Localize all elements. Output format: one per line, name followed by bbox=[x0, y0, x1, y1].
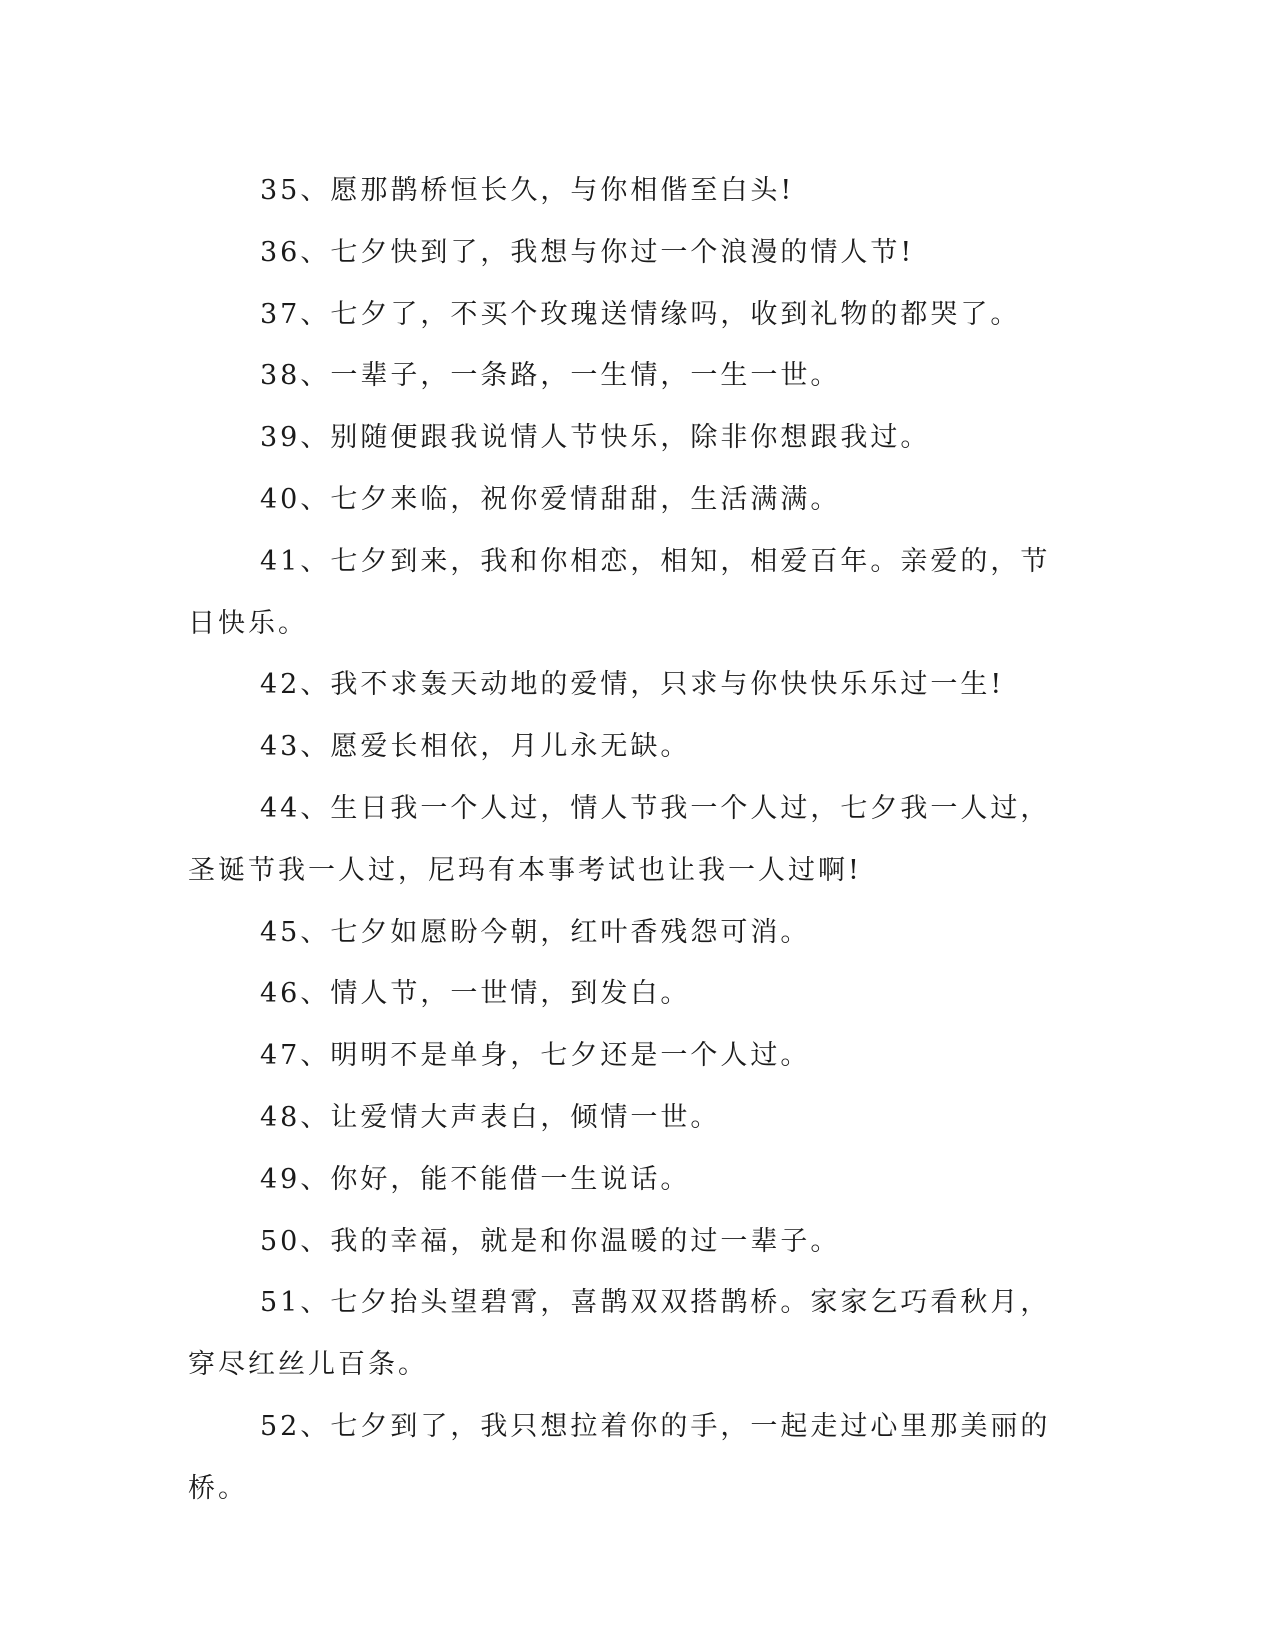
paragraph-36: 36、七夕快到了，我想与你过一个浪漫的情人节! bbox=[260, 236, 915, 268]
paragraph-51: 51、七夕抬头望碧霄，喜鹊双双搭鹊桥。家家乞巧看秋月，穿尽红丝儿百条。 bbox=[188, 1287, 1051, 1381]
paragraph-48: 48、让爱情大声表白，倾情一世。 bbox=[260, 1101, 721, 1133]
paragraph-39: 39、别随便跟我说情人节快乐，除非你想跟我过。 bbox=[260, 422, 931, 454]
paragraph-38: 38、一辈子，一条路，一生情，一生一世。 bbox=[260, 360, 841, 392]
paragraph-49: 49、你好，能不能借一生说话。 bbox=[260, 1163, 691, 1195]
paragraph-46: 46、情人节，一世情，到发白。 bbox=[260, 978, 691, 1010]
paragraph-45: 45、七夕如愿盼今朝，红叶香残怨可消。 bbox=[260, 916, 811, 948]
paragraph-40: 40、七夕来临，祝你爱情甜甜，生活满满。 bbox=[260, 483, 841, 515]
paragraph-44: 44、生日我一个人过，情人节我一个人过，七夕我一人过，圣诞节我一人过，尼玛有本事考试也让我一人过啊! bbox=[188, 792, 1051, 886]
paragraph-41: 41、七夕到来，我和你相恋，相知，相爱百年。亲爱的，节日快乐。 bbox=[188, 545, 1051, 639]
paragraph-50: 50、我的幸福，就是和你温暖的过一辈子。 bbox=[260, 1225, 841, 1257]
document-body bbox=[188, 160, 1080, 1520]
paragraph-52: 52、七夕到了，我只想拉着你的手，一起走过心里那美丽的桥。 bbox=[188, 1410, 1051, 1504]
paragraph-47: 47、明明不是单身，七夕还是一个人过。 bbox=[260, 1040, 811, 1072]
paragraph-43: 43、愿爱长相依，月儿永无缺。 bbox=[260, 731, 691, 763]
paragraph-37: 37、七夕了，不买个玫瑰送情缘吗，收到礼物的都哭了。 bbox=[260, 298, 1021, 330]
paragraph-35: 35、愿那鹊桥恒长久，与你相偕至白头! bbox=[260, 175, 795, 206]
paragraph-42: 42、我不求轰天动地的爱情，只求与你快快乐乐过一生! bbox=[260, 669, 1005, 701]
